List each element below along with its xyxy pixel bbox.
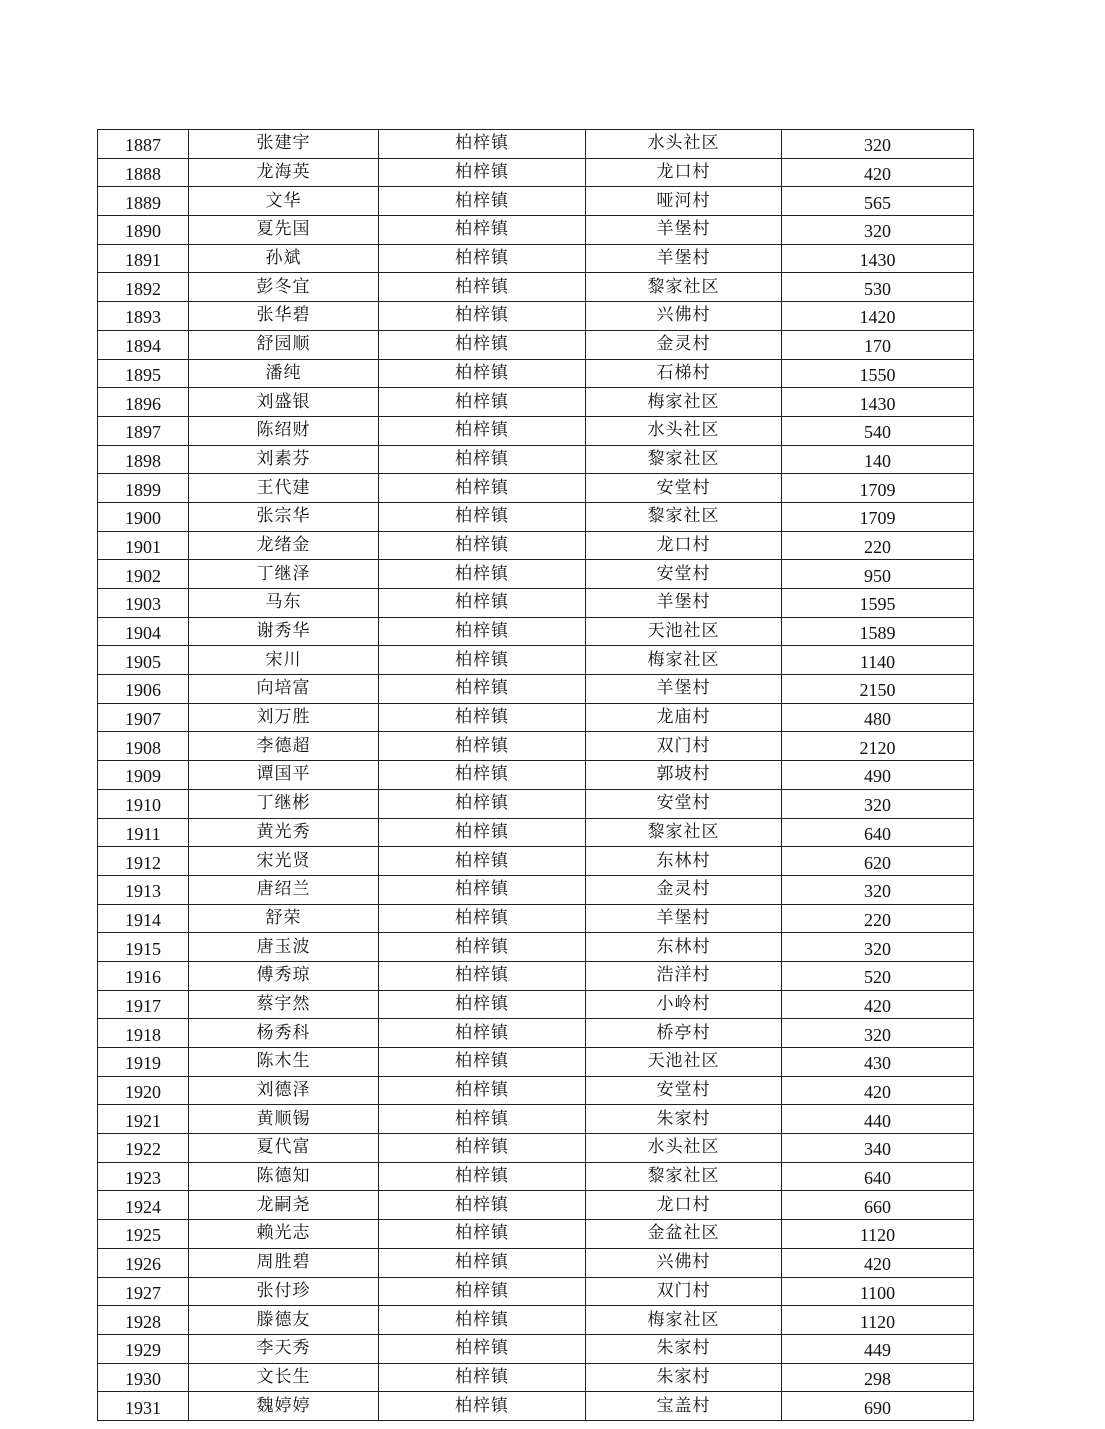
amount-cell: 440 [782,1105,974,1134]
town-cell: 柏梓镇 [379,130,586,159]
table-row [98,502,974,531]
village-cell: 双门村 [586,1277,782,1306]
table-row [98,1306,974,1335]
table-row [98,244,974,273]
serial-number-cell: 1912 [98,847,189,876]
amount-cell: 220 [782,531,974,560]
name-cell: 唐玉波 [189,933,379,962]
name-cell: 傅秀琼 [189,961,379,990]
amount-cell: 565 [782,187,974,216]
name-cell: 丁继泽 [189,560,379,589]
name-cell: 李天秀 [189,1334,379,1363]
serial-number-cell: 1903 [98,589,189,618]
name-cell: 孙斌 [189,244,379,273]
amount-cell: 950 [782,560,974,589]
village-cell: 石梯村 [586,359,782,388]
town-cell: 柏梓镇 [379,818,586,847]
serial-number-cell: 1923 [98,1162,189,1191]
table-row [98,1334,974,1363]
village-cell: 龙口村 [586,158,782,187]
town-cell: 柏梓镇 [379,589,586,618]
town-cell: 柏梓镇 [379,847,586,876]
name-cell: 文长生 [189,1363,379,1392]
amount-cell: 530 [782,273,974,302]
town-cell: 柏梓镇 [379,560,586,589]
amount-cell: 298 [782,1363,974,1392]
table-row [98,1220,974,1249]
table-row [98,933,974,962]
village-cell: 金盆社区 [586,1220,782,1249]
town-cell: 柏梓镇 [379,273,586,302]
serial-number-cell: 1924 [98,1191,189,1220]
name-cell: 陈绍财 [189,416,379,445]
amount-cell: 640 [782,818,974,847]
table-row [98,1162,974,1191]
name-cell: 宋川 [189,646,379,675]
village-cell: 梅家社区 [586,646,782,675]
serial-number-cell: 1905 [98,646,189,675]
serial-number-cell: 1918 [98,1019,189,1048]
amount-cell: 1430 [782,244,974,273]
town-cell: 柏梓镇 [379,1019,586,1048]
amount-cell: 320 [782,875,974,904]
data-table [97,129,974,1421]
serial-number-cell: 1892 [98,273,189,302]
serial-number-cell: 1901 [98,531,189,560]
amount-cell: 1140 [782,646,974,675]
amount-cell: 340 [782,1134,974,1163]
serial-number-cell: 1927 [98,1277,189,1306]
name-cell: 舒园顺 [189,330,379,359]
town-cell: 柏梓镇 [379,961,586,990]
town-cell: 柏梓镇 [379,1306,586,1335]
serial-number-cell: 1915 [98,933,189,962]
amount-cell: 1550 [782,359,974,388]
amount-cell: 1709 [782,474,974,503]
table-row [98,1048,974,1077]
town-cell: 柏梓镇 [379,474,586,503]
village-cell: 天池社区 [586,1048,782,1077]
serial-number-cell: 1894 [98,330,189,359]
amount-cell: 640 [782,1162,974,1191]
table-row [98,789,974,818]
table-row [98,904,974,933]
amount-cell: 690 [782,1392,974,1421]
name-cell: 赖光志 [189,1220,379,1249]
village-cell: 黎家社区 [586,445,782,474]
village-cell: 龙庙村 [586,703,782,732]
serial-number-cell: 1906 [98,675,189,704]
serial-number-cell: 1928 [98,1306,189,1335]
table-row [98,474,974,503]
serial-number-cell: 1931 [98,1392,189,1421]
amount-cell: 1709 [782,502,974,531]
town-cell: 柏梓镇 [379,1220,586,1249]
village-cell: 双门村 [586,732,782,761]
town-cell: 柏梓镇 [379,302,586,331]
town-cell: 柏梓镇 [379,1277,586,1306]
village-cell: 黎家社区 [586,1162,782,1191]
village-cell: 小岭村 [586,990,782,1019]
amount-cell: 320 [782,216,974,245]
town-cell: 柏梓镇 [379,1392,586,1421]
serial-number-cell: 1887 [98,130,189,159]
serial-number-cell: 1921 [98,1105,189,1134]
table-row [98,273,974,302]
amount-cell: 1430 [782,388,974,417]
amount-cell: 140 [782,445,974,474]
serial-number-cell: 1895 [98,359,189,388]
serial-number-cell: 1889 [98,187,189,216]
amount-cell: 420 [782,158,974,187]
table-row [98,531,974,560]
amount-cell: 1100 [782,1277,974,1306]
village-cell: 安堂村 [586,474,782,503]
table-row [98,1105,974,1134]
name-cell: 宋光贤 [189,847,379,876]
name-cell: 龙海英 [189,158,379,187]
amount-cell: 420 [782,990,974,1019]
table-row [98,1019,974,1048]
amount-cell: 520 [782,961,974,990]
table-row [98,1191,974,1220]
table-row [98,1134,974,1163]
town-cell: 柏梓镇 [379,1191,586,1220]
name-cell: 王代建 [189,474,379,503]
serial-number-cell: 1920 [98,1076,189,1105]
village-cell: 郭坡村 [586,761,782,790]
table-row [98,732,974,761]
serial-number-cell: 1902 [98,560,189,589]
table-row [98,1277,974,1306]
table-row [98,302,974,331]
village-cell: 水头社区 [586,130,782,159]
amount-cell: 320 [782,1019,974,1048]
town-cell: 柏梓镇 [379,933,586,962]
name-cell: 谢秀华 [189,617,379,646]
amount-cell: 320 [782,933,974,962]
amount-cell: 1589 [782,617,974,646]
amount-cell: 1120 [782,1220,974,1249]
village-cell: 安堂村 [586,1076,782,1105]
table-row [98,359,974,388]
village-cell: 羊堡村 [586,675,782,704]
name-cell: 张华碧 [189,302,379,331]
town-cell: 柏梓镇 [379,359,586,388]
name-cell: 文华 [189,187,379,216]
town-cell: 柏梓镇 [379,502,586,531]
amount-cell: 480 [782,703,974,732]
table-row [98,130,974,159]
name-cell: 魏婷婷 [189,1392,379,1421]
serial-number-cell: 1911 [98,818,189,847]
serial-number-cell: 1925 [98,1220,189,1249]
table-row [98,703,974,732]
village-cell: 兴佛村 [586,302,782,331]
town-cell: 柏梓镇 [379,703,586,732]
table-row [98,330,974,359]
amount-cell: 1420 [782,302,974,331]
village-cell: 龙口村 [586,1191,782,1220]
name-cell: 刘德泽 [189,1076,379,1105]
table-row [98,847,974,876]
table-body [98,130,974,1421]
name-cell: 陈木生 [189,1048,379,1077]
village-cell: 羊堡村 [586,216,782,245]
name-cell: 龙嗣尧 [189,1191,379,1220]
name-cell: 刘万胜 [189,703,379,732]
village-cell: 水头社区 [586,1134,782,1163]
village-cell: 宝盖村 [586,1392,782,1421]
serial-number-cell: 1913 [98,875,189,904]
name-cell: 夏代富 [189,1134,379,1163]
amount-cell: 660 [782,1191,974,1220]
amount-cell: 540 [782,416,974,445]
village-cell: 兴佛村 [586,1248,782,1277]
serial-number-cell: 1926 [98,1248,189,1277]
town-cell: 柏梓镇 [379,646,586,675]
table-row [98,646,974,675]
name-cell: 丁继彬 [189,789,379,818]
table-row [98,158,974,187]
amount-cell: 170 [782,330,974,359]
serial-number-cell: 1907 [98,703,189,732]
serial-number-cell: 1909 [98,761,189,790]
town-cell: 柏梓镇 [379,675,586,704]
name-cell: 李德超 [189,732,379,761]
name-cell: 舒荣 [189,904,379,933]
table-row [98,1248,974,1277]
name-cell: 滕德友 [189,1306,379,1335]
town-cell: 柏梓镇 [379,761,586,790]
name-cell: 马东 [189,589,379,618]
town-cell: 柏梓镇 [379,904,586,933]
table-row [98,818,974,847]
town-cell: 柏梓镇 [379,244,586,273]
town-cell: 柏梓镇 [379,1363,586,1392]
village-cell: 梅家社区 [586,1306,782,1335]
amount-cell: 2120 [782,732,974,761]
name-cell: 龙绪金 [189,531,379,560]
name-cell: 张付珍 [189,1277,379,1306]
town-cell: 柏梓镇 [379,216,586,245]
village-cell: 桥亭村 [586,1019,782,1048]
name-cell: 蔡宇然 [189,990,379,1019]
amount-cell: 1120 [782,1306,974,1335]
name-cell: 张宗华 [189,502,379,531]
serial-number-cell: 1898 [98,445,189,474]
town-cell: 柏梓镇 [379,187,586,216]
town-cell: 柏梓镇 [379,158,586,187]
amount-cell: 490 [782,761,974,790]
village-cell: 梅家社区 [586,388,782,417]
amount-cell: 620 [782,847,974,876]
serial-number-cell: 1888 [98,158,189,187]
town-cell: 柏梓镇 [379,330,586,359]
town-cell: 柏梓镇 [379,732,586,761]
name-cell: 陈德知 [189,1162,379,1191]
serial-number-cell: 1893 [98,302,189,331]
serial-number-cell: 1914 [98,904,189,933]
serial-number-cell: 1929 [98,1334,189,1363]
village-cell: 天池社区 [586,617,782,646]
town-cell: 柏梓镇 [379,388,586,417]
table-row [98,445,974,474]
town-cell: 柏梓镇 [379,445,586,474]
amount-cell: 2150 [782,675,974,704]
table-row [98,617,974,646]
name-cell: 周胜碧 [189,1248,379,1277]
village-cell: 黎家社区 [586,273,782,302]
serial-number-cell: 1917 [98,990,189,1019]
table-row [98,761,974,790]
amount-cell: 1595 [782,589,974,618]
serial-number-cell: 1904 [98,617,189,646]
name-cell: 黄顺锡 [189,1105,379,1134]
town-cell: 柏梓镇 [379,1105,586,1134]
table-row [98,1076,974,1105]
serial-number-cell: 1897 [98,416,189,445]
serial-number-cell: 1916 [98,961,189,990]
town-cell: 柏梓镇 [379,1334,586,1363]
name-cell: 唐绍兰 [189,875,379,904]
table-row [98,388,974,417]
town-cell: 柏梓镇 [379,1076,586,1105]
amount-cell: 420 [782,1076,974,1105]
town-cell: 柏梓镇 [379,1134,586,1163]
village-cell: 东林村 [586,933,782,962]
name-cell: 谭国平 [189,761,379,790]
name-cell: 潘纯 [189,359,379,388]
serial-number-cell: 1908 [98,732,189,761]
amount-cell: 430 [782,1048,974,1077]
village-cell: 羊堡村 [586,904,782,933]
town-cell: 柏梓镇 [379,875,586,904]
amount-cell: 320 [782,789,974,818]
name-cell: 杨秀科 [189,1019,379,1048]
town-cell: 柏梓镇 [379,416,586,445]
table-row [98,1363,974,1392]
name-cell: 彭冬宜 [189,273,379,302]
town-cell: 柏梓镇 [379,617,586,646]
table-row [98,990,974,1019]
serial-number-cell: 1896 [98,388,189,417]
village-cell: 龙口村 [586,531,782,560]
serial-number-cell: 1922 [98,1134,189,1163]
table-row [98,216,974,245]
village-cell: 朱家村 [586,1105,782,1134]
serial-number-cell: 1899 [98,474,189,503]
amount-cell: 220 [782,904,974,933]
amount-cell: 420 [782,1248,974,1277]
table-row [98,589,974,618]
name-cell: 黄光秀 [189,818,379,847]
amount-cell: 320 [782,130,974,159]
serial-number-cell: 1919 [98,1048,189,1077]
village-cell: 浩洋村 [586,961,782,990]
village-cell: 东林村 [586,847,782,876]
town-cell: 柏梓镇 [379,531,586,560]
table-row [98,416,974,445]
serial-number-cell: 1910 [98,789,189,818]
serial-number-cell: 1930 [98,1363,189,1392]
town-cell: 柏梓镇 [379,1162,586,1191]
town-cell: 柏梓镇 [379,789,586,818]
village-cell: 哑河村 [586,187,782,216]
serial-number-cell: 1900 [98,502,189,531]
table-row [98,961,974,990]
village-cell: 黎家社区 [586,818,782,847]
village-cell: 水头社区 [586,416,782,445]
name-cell: 向培富 [189,675,379,704]
serial-number-cell: 1890 [98,216,189,245]
village-cell: 羊堡村 [586,589,782,618]
table-row [98,875,974,904]
village-cell: 朱家村 [586,1363,782,1392]
name-cell: 夏先国 [189,216,379,245]
name-cell: 张建宇 [189,130,379,159]
serial-number-cell: 1891 [98,244,189,273]
town-cell: 柏梓镇 [379,990,586,1019]
village-cell: 安堂村 [586,560,782,589]
amount-cell: 449 [782,1334,974,1363]
village-cell: 羊堡村 [586,244,782,273]
town-cell: 柏梓镇 [379,1048,586,1077]
village-cell: 朱家村 [586,1334,782,1363]
table-row [98,675,974,704]
village-cell: 黎家社区 [586,502,782,531]
village-cell: 安堂村 [586,789,782,818]
name-cell: 刘盛银 [189,388,379,417]
village-cell: 金灵村 [586,875,782,904]
table-row [98,187,974,216]
table-row [98,560,974,589]
village-cell: 金灵村 [586,330,782,359]
town-cell: 柏梓镇 [379,1248,586,1277]
table-row [98,1392,974,1421]
name-cell: 刘素芬 [189,445,379,474]
